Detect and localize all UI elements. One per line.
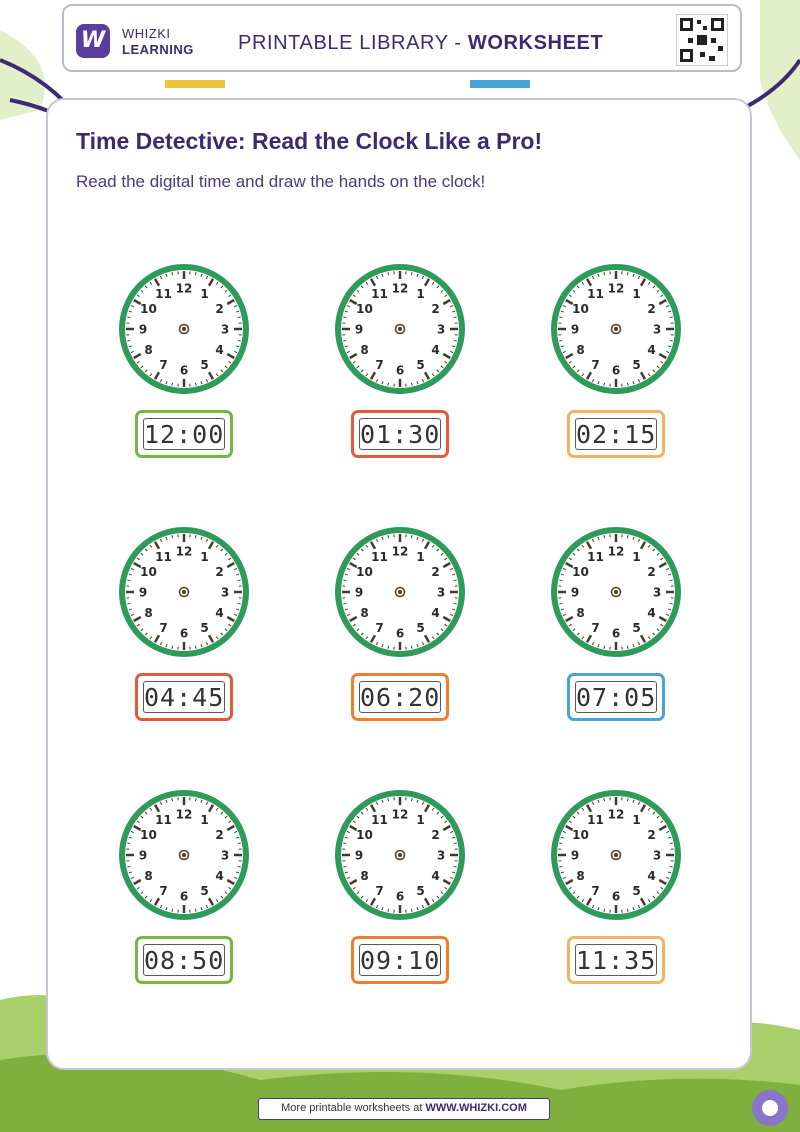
- minute-tick: [172, 646, 173, 649]
- clock-number: 11: [587, 812, 604, 827]
- minute-tick: [127, 317, 130, 318]
- minute-tick: [172, 383, 173, 386]
- minute-tick: [670, 317, 673, 318]
- minute-tick: [627, 535, 628, 538]
- clock-number: 7: [591, 621, 600, 636]
- clock-number: 4: [215, 606, 224, 620]
- minute-tick: [238, 866, 241, 867]
- clock-number: 2: [215, 828, 224, 842]
- digital-screen: [359, 681, 441, 713]
- clock-center-dot: [398, 853, 402, 857]
- digital-time-text: 12:00: [144, 420, 225, 449]
- clock-number: 7: [375, 621, 384, 636]
- minute-tick: [627, 383, 628, 386]
- digital-time-text: 09:10: [360, 946, 441, 975]
- clock-number: 4: [431, 869, 440, 883]
- clock-number: 6: [611, 363, 621, 378]
- clock-number: 12: [391, 281, 409, 296]
- clock-number: 1: [200, 286, 209, 301]
- clock-number: 12: [391, 807, 409, 822]
- clock-number: 9: [354, 322, 364, 337]
- minute-tick: [172, 798, 173, 801]
- digital-screen: [359, 418, 441, 450]
- clock-number: 5: [632, 884, 641, 899]
- minute-tick: [559, 603, 562, 604]
- clock-number: 12: [175, 807, 193, 822]
- clock-number: 2: [647, 302, 656, 316]
- minute-tick: [127, 843, 130, 844]
- minute-tick: [388, 383, 389, 386]
- minute-tick: [343, 317, 346, 318]
- clock-center-dot: [182, 853, 186, 857]
- clock-number: 5: [632, 358, 641, 373]
- digital-time-display: [567, 673, 665, 721]
- clock-number: 2: [647, 565, 656, 579]
- clock-number: 7: [375, 884, 384, 899]
- clock-number: 10: [356, 302, 373, 316]
- clock-number: 1: [416, 812, 425, 827]
- minute-tick: [454, 317, 457, 318]
- minute-tick: [627, 798, 628, 801]
- clock-number: 3: [220, 322, 230, 337]
- minute-tick: [411, 909, 412, 912]
- minute-tick: [172, 909, 173, 912]
- clock-number: 1: [632, 812, 641, 827]
- minute-tick: [627, 272, 628, 275]
- minute-tick: [172, 272, 173, 275]
- minute-tick: [343, 340, 346, 341]
- minute-tick: [604, 646, 605, 649]
- minute-tick: [238, 340, 241, 341]
- minute-tick: [411, 646, 412, 649]
- analog-clock-6[interactable]: [549, 525, 683, 659]
- minute-tick: [670, 580, 673, 581]
- minute-tick: [195, 909, 196, 912]
- clock-number: 7: [159, 884, 168, 899]
- clock-center-dot: [398, 327, 402, 331]
- minute-tick: [454, 603, 457, 604]
- clock-number: 7: [159, 358, 168, 373]
- clock-number: 4: [647, 343, 656, 357]
- clock-number: 9: [138, 585, 148, 600]
- clock-number: 11: [371, 286, 388, 301]
- clock-number: 1: [416, 549, 425, 564]
- digital-screen: [575, 681, 657, 713]
- minute-tick: [343, 580, 346, 581]
- clock-number: 9: [570, 848, 580, 863]
- digital-screen: [143, 418, 225, 450]
- clock-number: 4: [431, 343, 440, 357]
- clock-number: 9: [570, 322, 580, 337]
- clock-number: 3: [436, 585, 446, 600]
- clock-number: 6: [179, 363, 189, 378]
- minute-tick: [238, 843, 241, 844]
- clock-number: 6: [179, 889, 189, 904]
- minute-tick: [388, 646, 389, 649]
- clock-number: 7: [591, 884, 600, 899]
- clock-number: 4: [431, 606, 440, 620]
- minute-tick: [238, 603, 241, 604]
- clock-number: 5: [632, 621, 641, 636]
- clock-number: 5: [200, 884, 209, 899]
- clock-number: 8: [576, 606, 585, 620]
- minute-tick: [388, 535, 389, 538]
- analog-clock-5[interactable]: [333, 525, 467, 659]
- library-label: PRINTABLE LIBRARY -: [238, 32, 462, 54]
- minute-tick: [454, 340, 457, 341]
- digital-time-display: [351, 410, 449, 458]
- clock-number: 12: [607, 807, 625, 822]
- clock-number: 12: [607, 544, 625, 559]
- clock-number: 8: [576, 869, 585, 883]
- minute-tick: [195, 646, 196, 649]
- minute-tick: [670, 603, 673, 604]
- minute-tick: [127, 866, 130, 867]
- minute-tick: [411, 383, 412, 386]
- minute-tick: [604, 535, 605, 538]
- clock-number: 11: [155, 549, 172, 564]
- clock-number: 9: [570, 585, 580, 600]
- minute-tick: [604, 909, 605, 912]
- clock-number: 3: [652, 848, 662, 863]
- clock-number: 1: [632, 549, 641, 564]
- clock-number: 10: [572, 565, 589, 579]
- clock-number: 2: [215, 302, 224, 316]
- minute-tick: [388, 909, 389, 912]
- clock-number: 10: [572, 828, 589, 842]
- clock-number: 5: [416, 621, 425, 636]
- digital-time-text: 01:30: [360, 420, 441, 449]
- clock-number: 8: [144, 606, 153, 620]
- digital-time-display: [351, 673, 449, 721]
- analog-clock-8[interactable]: [333, 788, 467, 922]
- analog-clock-3[interactable]: [549, 262, 683, 396]
- digital-time-display: [351, 936, 449, 984]
- worksheet-title: Time Detective: Read the Clock Like a Pro!: [76, 128, 543, 154]
- minute-tick: [388, 272, 389, 275]
- clock-number: 3: [220, 585, 230, 600]
- digital-screen: [143, 944, 225, 976]
- clock-number: 5: [200, 358, 209, 373]
- clock-number: 6: [395, 889, 405, 904]
- minute-tick: [238, 317, 241, 318]
- clock-number: 6: [395, 363, 405, 378]
- clock-number: 10: [356, 565, 373, 579]
- analog-clock-9[interactable]: [549, 788, 683, 922]
- library-type: WORKSHEET: [467, 32, 604, 54]
- clock-center-dot: [614, 590, 618, 594]
- clock-number: 2: [431, 302, 440, 316]
- clock-number: 1: [632, 286, 641, 301]
- clock-number: 10: [572, 302, 589, 316]
- minute-tick: [454, 580, 457, 581]
- clock-number: 10: [140, 565, 157, 579]
- minute-tick: [343, 866, 346, 867]
- clock-number: 7: [591, 358, 600, 373]
- minute-tick: [454, 843, 457, 844]
- digital-time-display: [567, 410, 665, 458]
- clock-number: 1: [200, 812, 209, 827]
- digital-time-text: 07:05: [576, 683, 657, 712]
- clock-number: 8: [144, 343, 153, 357]
- clock-number: 8: [144, 869, 153, 883]
- clock-center-dot: [614, 327, 618, 331]
- minute-tick: [411, 272, 412, 275]
- minute-tick: [195, 272, 196, 275]
- page-header: [62, 4, 742, 72]
- minute-tick: [670, 843, 673, 844]
- minute-tick: [195, 535, 196, 538]
- digital-time-text: 06:20: [360, 683, 441, 712]
- clock-number: 6: [179, 626, 189, 641]
- clock-number: 1: [200, 549, 209, 564]
- minute-tick: [559, 317, 562, 318]
- clock-number: 4: [647, 606, 656, 620]
- clock-number: 7: [159, 621, 168, 636]
- minute-tick: [670, 340, 673, 341]
- qr-code-icon: [676, 14, 728, 66]
- clock-number: 3: [652, 322, 662, 337]
- minute-tick: [343, 603, 346, 604]
- analog-clock-7[interactable]: [117, 788, 251, 922]
- minute-tick: [559, 866, 562, 867]
- minute-tick: [127, 580, 130, 581]
- clock-number: 11: [587, 286, 604, 301]
- whizki-logo-icon: W: [76, 24, 110, 58]
- clock-center-dot: [398, 590, 402, 594]
- clock-number: 5: [416, 358, 425, 373]
- minute-tick: [238, 580, 241, 581]
- clock-number: 3: [436, 322, 446, 337]
- clock-number: 12: [607, 281, 625, 296]
- clock-number: 12: [175, 281, 193, 296]
- minute-tick: [388, 798, 389, 801]
- minute-tick: [559, 843, 562, 844]
- minute-tick: [343, 843, 346, 844]
- minute-tick: [454, 866, 457, 867]
- analog-clock-1[interactable]: [117, 262, 251, 396]
- clock-number: 1: [416, 286, 425, 301]
- clock-number: 6: [611, 889, 621, 904]
- footer-site-link[interactable]: WWW.WHIZKI.COM: [425, 1102, 527, 1114]
- clock-number: 4: [647, 869, 656, 883]
- digital-time-display: [567, 936, 665, 984]
- clock-number: 3: [220, 848, 230, 863]
- clock-number: 10: [140, 302, 157, 316]
- clock-number: 6: [611, 626, 621, 641]
- minute-tick: [127, 603, 130, 604]
- digital-screen: [143, 681, 225, 713]
- minute-tick: [670, 866, 673, 867]
- clock-number: 11: [371, 812, 388, 827]
- digital-time-display: [135, 410, 233, 458]
- minute-tick: [627, 909, 628, 912]
- minute-tick: [411, 535, 412, 538]
- minute-tick: [559, 580, 562, 581]
- clock-number: 2: [215, 565, 224, 579]
- digital-screen: [575, 944, 657, 976]
- digital-time-display: [135, 936, 233, 984]
- clock-number: 11: [155, 812, 172, 827]
- clock-center-dot: [614, 853, 618, 857]
- logo-text-bottom: LEARNING: [122, 42, 194, 57]
- library-title: [238, 32, 603, 55]
- clock-number: 2: [431, 565, 440, 579]
- clock-number: 11: [371, 549, 388, 564]
- clock-number: 10: [356, 828, 373, 842]
- analog-clock-4[interactable]: [117, 525, 251, 659]
- minute-tick: [604, 383, 605, 386]
- minute-tick: [127, 340, 130, 341]
- minute-tick: [411, 798, 412, 801]
- minute-tick: [559, 340, 562, 341]
- digital-screen: [359, 944, 441, 976]
- clock-number: 7: [375, 358, 384, 373]
- worksheet-instructions: Read the digital time and draw the hands on the clock!: [76, 172, 486, 191]
- minute-tick: [604, 272, 605, 275]
- clock-number: 9: [138, 848, 148, 863]
- clock-number: 3: [652, 585, 662, 600]
- clock-number: 11: [587, 549, 604, 564]
- clock-number: 8: [360, 343, 369, 357]
- logo-text-top: WHIZKI: [122, 26, 171, 41]
- clock-number: 4: [215, 343, 224, 357]
- clock-number: 8: [360, 606, 369, 620]
- clock-number: 8: [576, 343, 585, 357]
- clock-number: 9: [138, 322, 148, 337]
- digital-time-text: 08:50: [144, 946, 225, 975]
- clock-number: 9: [354, 848, 364, 863]
- minute-tick: [172, 535, 173, 538]
- digital-time-text: 04:45: [144, 683, 225, 712]
- clock-number: 6: [395, 626, 405, 641]
- clock-number: 11: [155, 286, 172, 301]
- clock-number: 12: [391, 544, 409, 559]
- clock-number: 2: [431, 828, 440, 842]
- minute-tick: [195, 383, 196, 386]
- minute-tick: [604, 798, 605, 801]
- clock-number: 4: [215, 869, 224, 883]
- clock-number: 2: [647, 828, 656, 842]
- clock-number: 8: [360, 869, 369, 883]
- minute-tick: [195, 798, 196, 801]
- analog-clock-2[interactable]: [333, 262, 467, 396]
- clock-number: 5: [416, 884, 425, 899]
- clock-number: 5: [200, 621, 209, 636]
- digital-time-display: [135, 673, 233, 721]
- clock-number: 3: [436, 848, 446, 863]
- digital-time-text: 02:15: [576, 420, 657, 449]
- clock-number: 10: [140, 828, 157, 842]
- minute-tick: [627, 646, 628, 649]
- clock-center-dot: [182, 327, 186, 331]
- footer-text: More printable worksheets at: [281, 1102, 423, 1114]
- digital-screen: [575, 418, 657, 450]
- clock-number: 12: [175, 544, 193, 559]
- clock-number: 9: [354, 585, 364, 600]
- digital-time-text: 11:35: [576, 946, 657, 975]
- footer-banner: [258, 1098, 550, 1120]
- clock-center-dot: [182, 590, 186, 594]
